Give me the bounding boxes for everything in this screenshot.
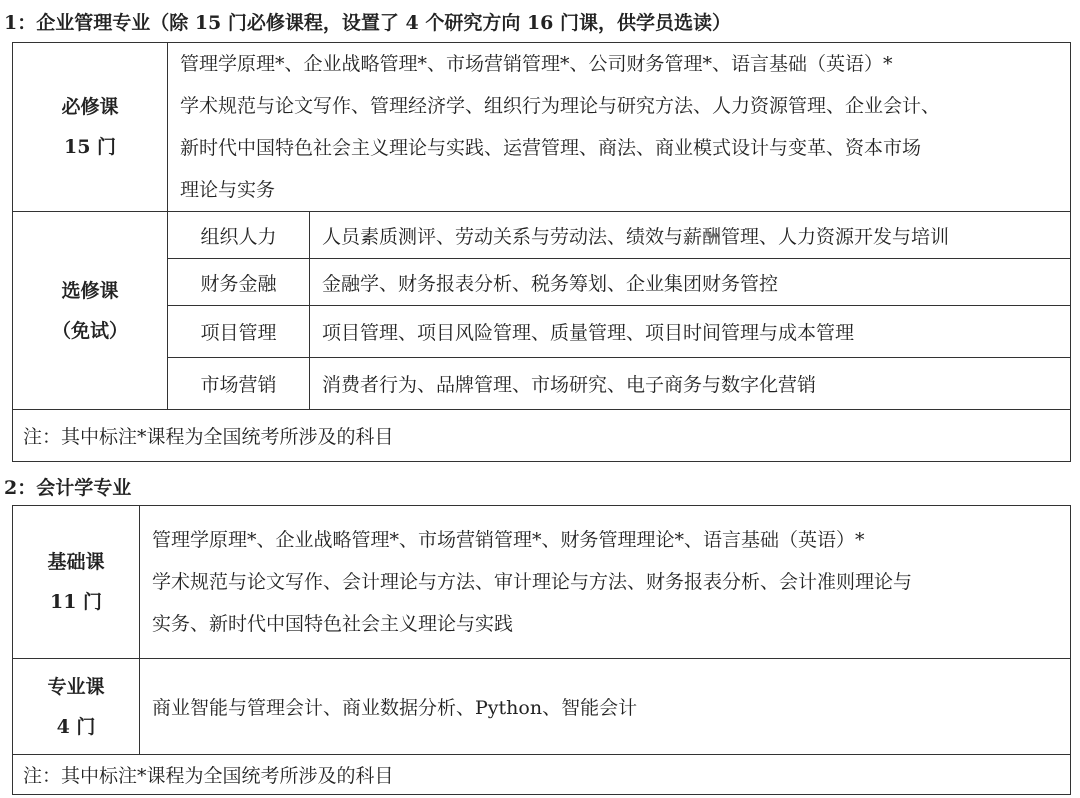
section1-heading: 1：企业管理专业（除 15 门必修课程，设置了 4 个研究方向 16 门课，供学员选读） [4, 12, 732, 34]
course-line: 学术规范与论文写作、会计理论与方法、审计理论与方法、财务报表分析、会计准则理论与 [152, 571, 913, 593]
direction-name: 组织人力 [168, 212, 310, 259]
major-label: 专业课 [47, 675, 105, 698]
major-count: 4 门 [56, 715, 96, 738]
basic-category [13, 506, 140, 659]
direction-name: 市场营销 [168, 358, 310, 410]
required-category [13, 43, 168, 212]
course-line: 管理学原理*、企业战略管理*、市场营销管理*、财务管理理论*、语言基础（英语）* [152, 529, 865, 551]
required-courses [168, 43, 1071, 212]
accounting-table [12, 505, 1071, 795]
direction-name: 项目管理 [168, 306, 310, 358]
section1-footnote: 注：其中标注*课程为全国统考所涉及的科目 [13, 410, 1071, 462]
required-count: 15 门 [63, 136, 117, 158]
elective-note: （免试） [51, 319, 128, 342]
basic-label: 基础课 [47, 551, 105, 573]
elective-label: 选修课 [61, 279, 119, 302]
business-management-table [12, 42, 1071, 462]
direction-courses: 人员素质测评、劳动关系与劳动法、绩效与薪酬管理、人力资源开发与培训 [310, 212, 1071, 259]
section2-heading: 2：会计学专业 [4, 477, 132, 499]
direction-courses: 项目管理、项目风险管理、质量管理、项目时间管理与成本管理 [310, 306, 1071, 358]
course-line: 新时代中国特色社会主义理论与实践、运营管理、商法、商业模式设计与变革、资本市场 [180, 137, 922, 159]
course-line: 理论与实务 [180, 179, 276, 201]
required-label: 必修课 [61, 96, 119, 118]
basic-courses [140, 506, 1071, 659]
direction-courses: 消费者行为、品牌管理、市场研究、电子商务与数字化营销 [310, 358, 1071, 410]
course-line: 实务、新时代中国特色社会主义理论与实践 [152, 613, 514, 635]
course-line: 学术规范与论文写作、管理经济学、组织行为理论与研究方法、人力资源管理、企业会计、 [180, 95, 941, 117]
course-line: 管理学原理*、企业战略管理*、市场营销管理*、公司财务管理*、语言基础（英语）* [180, 53, 893, 75]
elective-category [13, 212, 168, 410]
major-category [13, 659, 140, 755]
direction-courses: 金融学、财务报表分析、税务筹划、企业集团财务管控 [310, 259, 1071, 306]
major-courses: 商业智能与管理会计、商业数据分析、Python、智能会计 [140, 659, 1071, 755]
direction-name: 财务金融 [168, 259, 310, 306]
basic-count: 11 门 [49, 591, 103, 613]
section2-footnote: 注：其中标注*课程为全国统考所涉及的科目 [13, 755, 1071, 795]
